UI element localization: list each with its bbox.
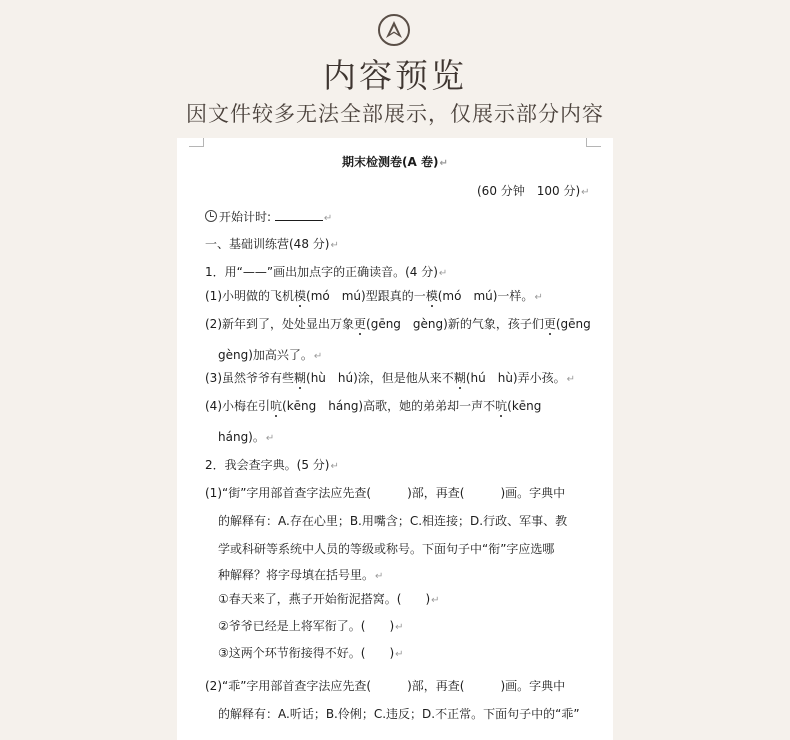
brand-logo-icon	[378, 14, 410, 46]
question-item: (4)小梅在引吭(kēng háng)高歌，她的弟弟却一声不吭(kēng	[205, 399, 542, 413]
question-item-cont: 种解释？将字母填在括号里。↵	[218, 568, 384, 582]
question-item: (2)新年到了，处处显出万象更(gēng gèng)新的气象，孩子们更(gēng	[205, 317, 591, 331]
timer-line: 开始计时: ↵	[205, 208, 332, 225]
question-item-cont: 的解释有：A.听话；B.伶俐；C.违反；D.不正常。下面句子中的“乖”	[218, 707, 580, 721]
page-corner-mark	[189, 138, 204, 147]
question-item: (1)小明做的飞机模(mó mú)型跟真的一模(mó mú)一样。↵	[205, 289, 543, 303]
section-heading: 一、基础训练营(48 分)↵	[205, 237, 339, 251]
page-subtitle: 因文件较多无法全部展示，仅展示部分内容	[186, 102, 604, 126]
question-item: (1)“街”字用部首查字法应先查( )部，再查( )画。字典中	[205, 486, 566, 500]
sub-sentence: ①春天来了，燕子开始衔泥搭窝。( )↵	[218, 592, 440, 606]
exam-title: 期末检测卷(A 卷)↵	[342, 155, 448, 169]
page-corner-mark	[586, 138, 601, 147]
sub-sentence: ③这两个环节衔接得不好。( )↵	[218, 646, 404, 660]
question-item: (2)“乖”字用部首查字法应先查( )部，再查( )画。字典中	[205, 679, 566, 693]
question-item-cont: háng)。↵	[218, 430, 275, 444]
page-title: 内容预览	[323, 56, 467, 95]
exam-meta: (60 分钟 100 分)↵	[477, 184, 590, 198]
question-heading: 2．我会查字典。(5 分)↵	[205, 458, 339, 472]
question-item-cont: gèng)加高兴了。↵	[218, 348, 323, 362]
question-item: (3)虽然爷爷有些糊(hù hú)涂，但是他从来不糊(hú hù)弄小孩。↵	[205, 371, 576, 385]
sub-sentence: ②爷爷已经是上将军衔了。( )↵	[218, 619, 404, 633]
question-item-cont: 的解释有：A.存在心里；B.用嘴含；C.相连接；D.行政、军事、教	[218, 514, 568, 528]
timer-blank	[275, 210, 323, 221]
document-page	[177, 138, 613, 740]
question-heading: 1．用“——”画出加点字的正确读音。(4 分)↵	[205, 265, 448, 279]
clock-icon	[205, 210, 217, 222]
question-item-cont: 学或科研等系统中人员的等级或称号。下面句子中“衔”字应选哪	[218, 542, 555, 556]
preview-header	[0, 0, 790, 140]
